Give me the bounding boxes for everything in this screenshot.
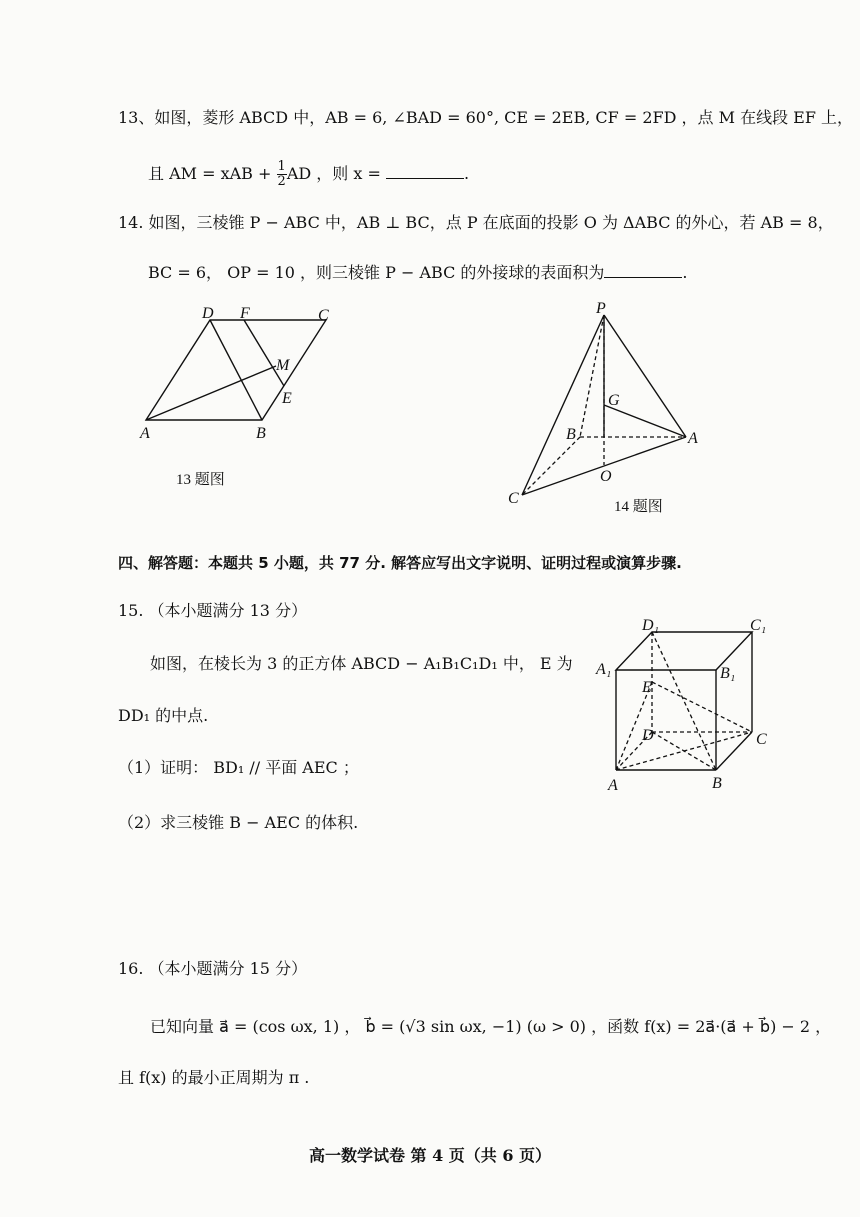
- q16-title: 16. （本小题满分 15 分）: [118, 959, 308, 978]
- edge-pc: [522, 315, 604, 495]
- figure-14: [500, 295, 720, 525]
- fig15-label-d: D: [642, 727, 654, 744]
- figure-13: [130, 300, 360, 500]
- diagonal-d1b: [652, 632, 716, 770]
- fig15-label-d1: D₁: [642, 617, 660, 634]
- q13-line2: [148, 160, 469, 189]
- q14-line2-text: BC = 6， OP = 10 ，则三棱锥 P − ABC 的外接球的表面积为: [148, 263, 605, 282]
- segment-ga: [604, 405, 686, 437]
- fig13-label-f: F: [240, 305, 250, 322]
- fig13-label-m: M: [276, 357, 290, 374]
- fig14-label-p: P: [596, 300, 606, 317]
- q13-fraction: [277, 160, 287, 189]
- q14-line2-end: .: [682, 263, 688, 282]
- segment-am: [146, 366, 276, 420]
- fig15-label-b: B: [712, 775, 722, 792]
- fig13-label-c: C: [318, 307, 329, 324]
- q15-part2: （2）求三棱锥 B − AEC 的体积.: [118, 813, 359, 832]
- fig14-label-g: G: [608, 392, 620, 409]
- fig13-label-e: E: [282, 390, 292, 407]
- fig15-label-e: E: [642, 679, 652, 696]
- q15-body1: 如图，在棱长为 3 的正方体 ABCD − A₁B₁C₁D₁ 中， E 为: [150, 654, 573, 673]
- q14-line1: 14. 如图，三棱锥 P − ABC 中，AB ⊥ BC，点 P 在底面的投影 O 为 ΔABC 的外心，若 AB = 8，: [118, 213, 834, 232]
- edge-pa: [604, 315, 686, 437]
- q13-line2-suffix: AD ，则 x =: [286, 164, 381, 183]
- section4-heading: 四、解答题：本题共 5 小题，共 77 分. 解答应写出文字说明、证明过程或演算步骤.: [118, 554, 682, 572]
- fig14-caption: 14 题图: [614, 499, 663, 515]
- fig15-label-a: A: [608, 777, 618, 794]
- fig13-caption: 13 题图: [176, 472, 225, 488]
- fig15-label-c: C: [756, 731, 767, 748]
- fig13-label-d: D: [202, 305, 214, 322]
- q13-line1: 13、如图，菱形 ABCD 中，AB = 6, ∠BAD = 60°, CE = 2EB, CF = 2FD ，点 M 在线段 EF 上，: [118, 108, 854, 127]
- fig15-label-b1: B₁: [720, 665, 736, 682]
- fig14-label-c: C: [508, 490, 519, 507]
- q13-answer-blank: [386, 164, 464, 179]
- diagonal-db: [652, 732, 716, 770]
- q16-body1: 已知向量 a⃗ = (cos ωx, 1) ， b⃗ = (√3 sin ωx, −1) (ω > 0) ，函数 f(x) = 2a⃗·(a⃗ + b⃗) − 2 ，: [150, 1017, 832, 1036]
- fig15-label-c1: C₁: [750, 617, 767, 634]
- fig14-label-b: B: [566, 426, 576, 443]
- fig14-label-a: A: [688, 430, 698, 447]
- fig13-label-a: A: [140, 425, 150, 442]
- q13-frac-num: 1: [277, 159, 286, 174]
- fig13-label-b: B: [256, 425, 266, 442]
- edge-ca: [522, 437, 686, 495]
- q16-body2: 且 f(x) 的最小正周期为 π .: [118, 1068, 310, 1087]
- q13-line2-prefix: 且 AM = xAB +: [148, 164, 277, 183]
- edge-bc: [522, 437, 580, 495]
- q13-frac-den: 2: [277, 174, 286, 189]
- page-footer: 高一数学试卷 第 4 页（共 6 页）: [308, 1146, 552, 1165]
- q15-title: 15. （本小题满分 13 分）: [118, 601, 308, 620]
- edge-pb: [580, 315, 604, 437]
- figure-15-cube: [590, 610, 790, 800]
- q13-line2-end: .: [463, 164, 470, 183]
- q15-part1: （1）证明： BD₁ // 平面 AEC ；: [118, 758, 359, 777]
- diagonal-db: [210, 320, 262, 420]
- q14-answer-blank: [604, 263, 682, 278]
- fig14-label-o: O: [600, 468, 612, 485]
- q14-line2: [148, 262, 688, 284]
- fig15-label-a1: A₁: [596, 661, 612, 678]
- segment-ec: [652, 682, 752, 732]
- q15-body2: DD₁ 的中点.: [118, 706, 209, 725]
